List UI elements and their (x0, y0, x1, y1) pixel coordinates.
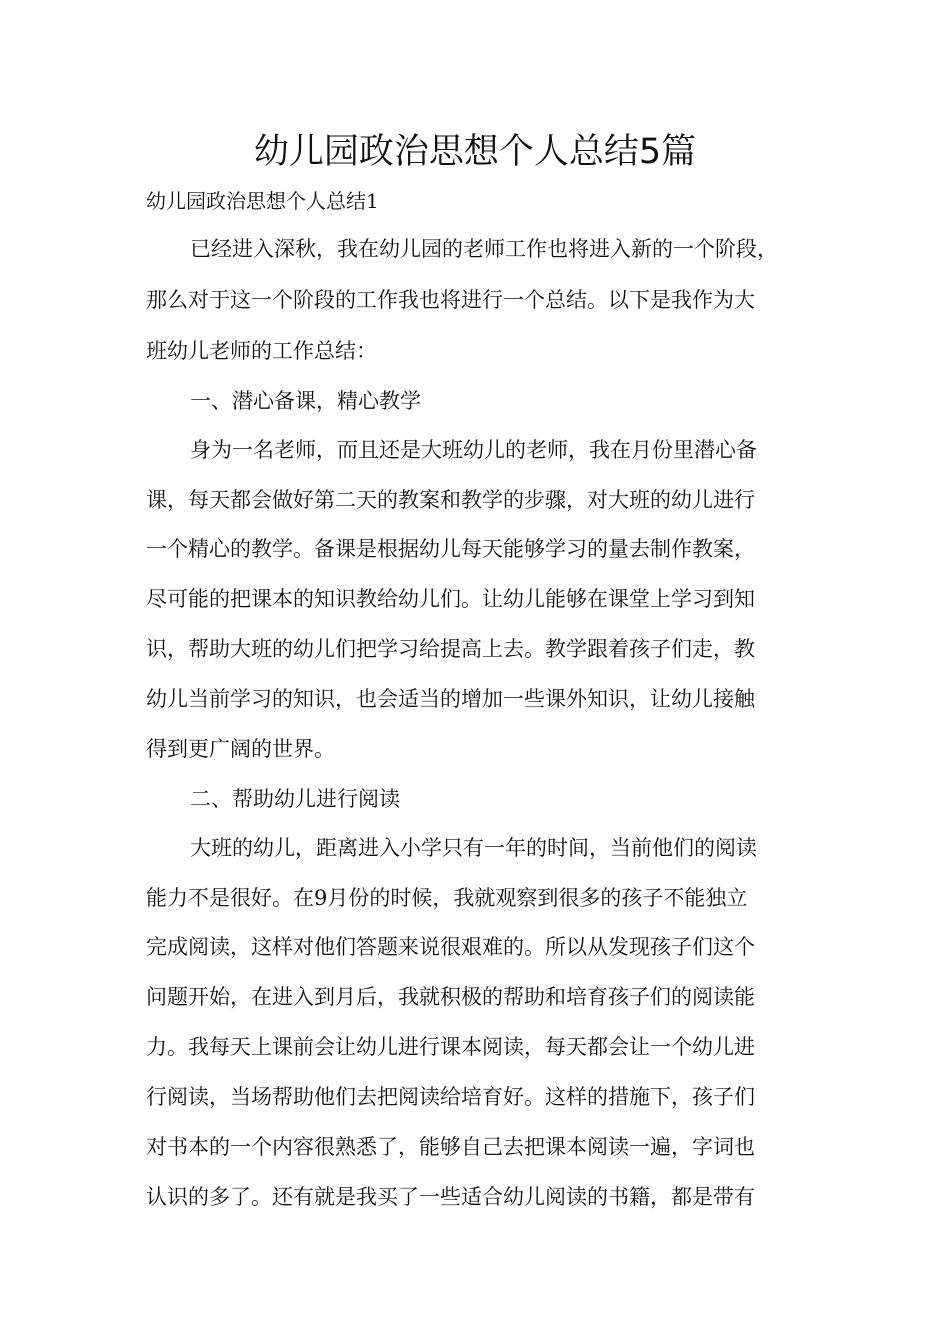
paragraph-line: 大班的幼儿，距离进入小学只有一年的时间，当前他们的阅读 (190, 836, 757, 860)
paragraph-line: 一个精心的教学。备课是根据幼儿每天能够学习的量去制作教案， (146, 537, 755, 561)
paragraph-line: 完成阅读，这样对他们答题来说很艰难的。所以从发现孩子们这个 (146, 935, 755, 959)
paragraph-line: 得到更广阔的世界。 (146, 737, 335, 761)
paragraph-line: 认识的多了。还有就是我买了一些适合幼儿阅读的书籍，都是带有 (146, 1185, 755, 1209)
paragraph-line: 能力不是很好。在9月份的时候，我就观察到很多的孩子不能独立 (146, 886, 748, 910)
document-title: 幼儿园政治思想个人总结5篇 (253, 132, 697, 172)
paragraph-line: 身为一名老师，而且还是大班幼儿的老师，我在月份里潜心备 (190, 438, 757, 462)
paragraph-line: 识，帮助大班的幼儿们把学习给提高上去。教学跟着孩子们走，教 (146, 637, 755, 661)
paragraph-line: 尽可能的把课本的知识教给幼儿们。让幼儿能够在课堂上学习到知 (146, 587, 755, 611)
paragraph-line: 那么对于这一个阶段的工作我也将进行一个总结。以下是我作为大 (146, 288, 755, 312)
paragraph-line: 力。我每天上课前会让幼儿进行课本阅读，每天都会让一个幼儿进 (146, 1035, 755, 1059)
paragraph-line: 行阅读，当场帮助他们去把阅读给培育好。这样的措施下，孩子们 (146, 1085, 755, 1109)
paragraph-line: 课，每天都会做好第二天的教案和教学的步骤，对大班的幼儿进行 (146, 488, 755, 512)
section-heading: 幼儿园政治思想个人总结1 (146, 189, 379, 213)
section-subheading: 二、帮助幼儿进行阅读 (190, 787, 400, 811)
paragraph-line: 已经进入深秋，我在幼儿园的老师工作也将进入新的一个阶段， (190, 237, 778, 261)
paragraph-line: 班幼儿老师的工作总结： (146, 339, 377, 363)
paragraph-line: 幼儿当前学习的知识，也会适当的增加一些课外知识，让幼儿接触 (146, 687, 755, 711)
paragraph-line: 问题开始，在进入到月后，我就积极的帮助和培育孩子们的阅读能 (146, 985, 755, 1009)
paragraph-line: 对书本的一个内容很熟悉了，能够自己去把课本阅读一遍，字词也 (146, 1135, 755, 1159)
section-subheading: 一、潜心备课，精心教学 (190, 389, 421, 413)
